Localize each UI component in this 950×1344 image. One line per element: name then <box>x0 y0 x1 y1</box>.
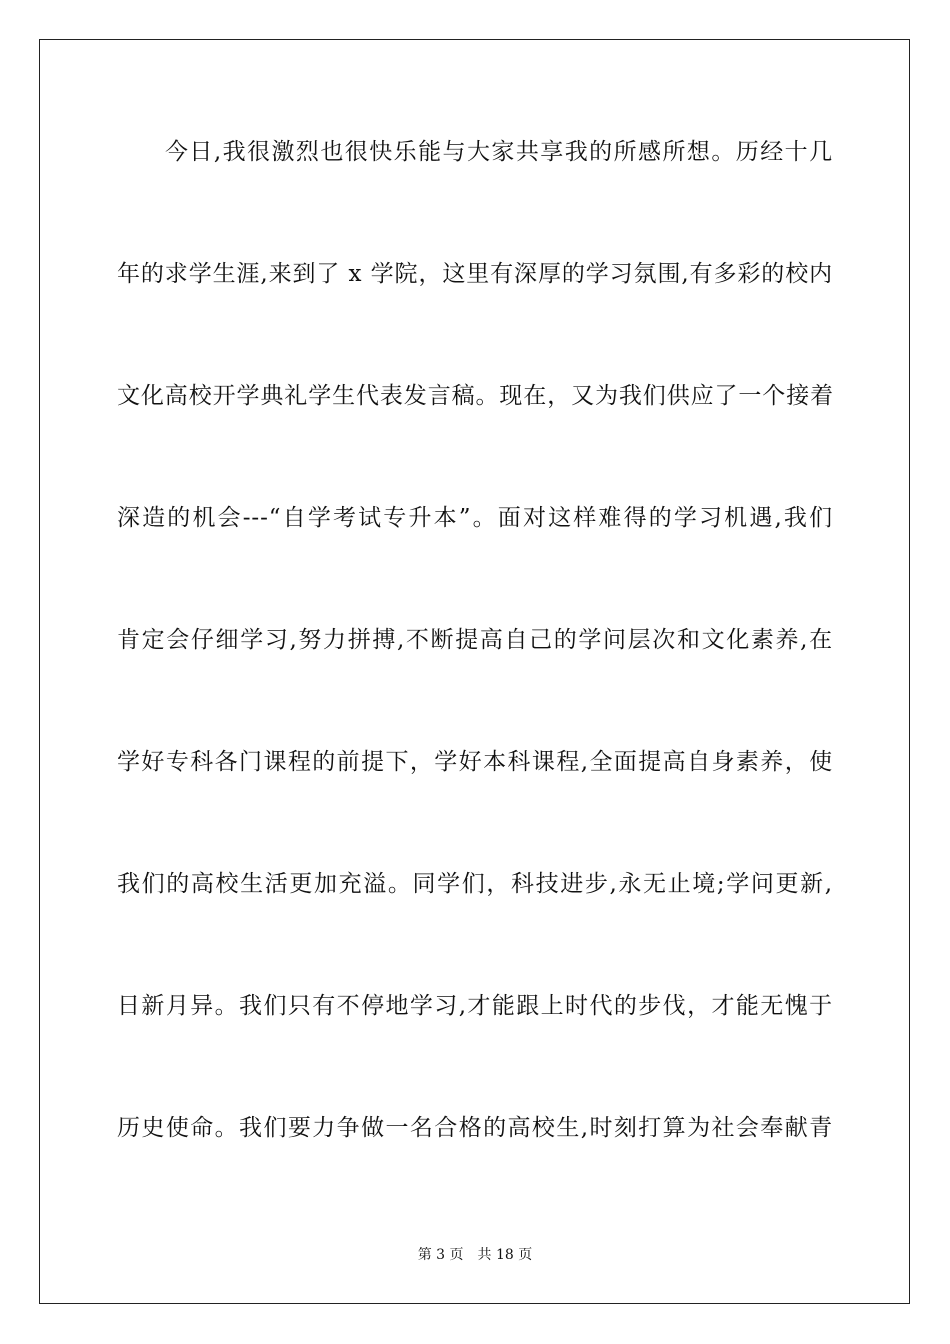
paragraph-line-2: 年的求学生涯,来到了 x 学院，这里有深厚的学习氛围,有多彩的校内 <box>117 261 833 287</box>
paragraph-line-4: 深造的机会---“自学考试专升本”。面对这样难得的学习机遇,我们 <box>117 505 833 531</box>
page-number: 第 3 页 <box>417 1247 464 1263</box>
paragraph-line-3: 文化高校开学典礼学生代表发言稿。现在，又为我们供应了一个接着 <box>117 383 834 409</box>
paragraph-line-8: 日新月异。我们只有不停地学习,才能跟上时代的步伐，才能无愧于 <box>117 993 833 1019</box>
paragraph-line-1: 今日,我很激烈也很快乐能与大家共享我的所感所想。历经十几 <box>165 139 833 165</box>
paragraph-line-9: 历史使命。我们要力争做一名合格的高校生,时刻打算为社会奉献青 <box>117 1115 833 1141</box>
page-footer <box>0 1245 950 1265</box>
page-total: 共 18 页 <box>477 1247 533 1263</box>
paragraph-line-6: 学好专科各门课程的前提下，学好本科课程,全面提高自身素养，使 <box>117 749 833 775</box>
paragraph-line-7: 我们的高校生活更加充溢。同学们，科技进步,永无止境;学问更新, <box>117 871 833 897</box>
paragraph-line-5: 肯定会仔细学习,努力拼搏,不断提高自己的学问层次和文化素养,在 <box>117 627 833 653</box>
